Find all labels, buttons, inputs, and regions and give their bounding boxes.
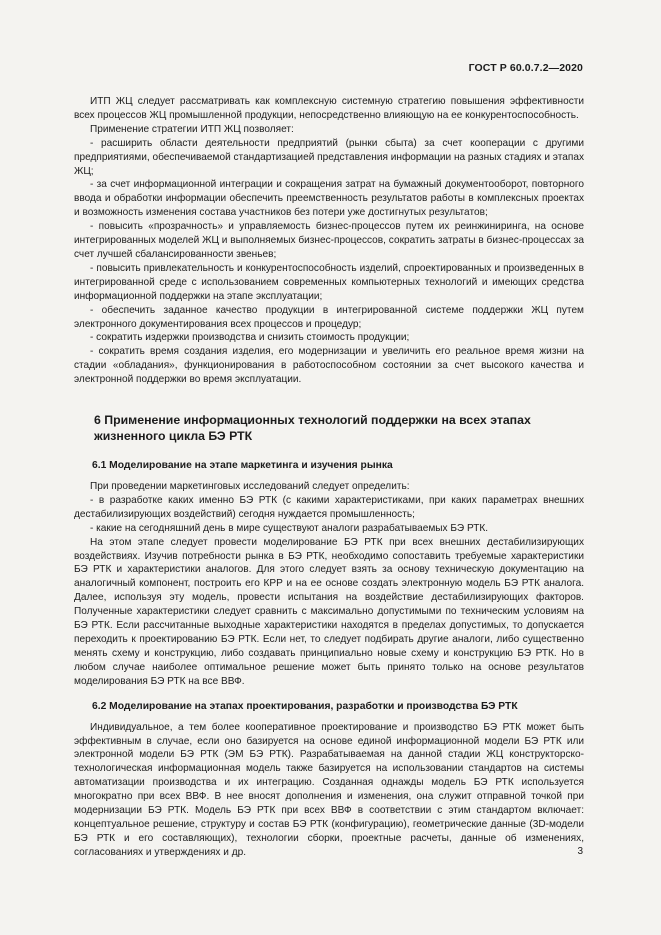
list-item: - повысить «прозрачность» и управляемость бизнес-процессов путем их реинжиниринга, на основе интегрированных моделей ЖЦ и выполняемых бизнес-процессов, сократить затраты в бизнес-процессах за счет лучшей сбалансированности звеньев; — [74, 221, 584, 260]
list-item: - за счет информационной интеграции и сокращения затрат на бумажный документооборот, повторного ввода и обработки информации обеспечить преемственность результатов работы в комплексных проектах и возможность изменения состава участников без потери уже достигнутых результатов; — [74, 179, 584, 219]
list-item: - сократить издержки производства и снизить стоимость продукции; — [90, 332, 410, 344]
list-item: - расширить области деятельности предприятий (рынки сбыта) за счет кооперации с другими предприятиями, обеспечиваемой стандартизацией представления информации на разных стадиях и этапах ЖЦ; — [74, 137, 584, 177]
page-content — [74, 95, 584, 860]
intro-block — [74, 95, 584, 387]
document-code-header: ГОСТ Р 60.0.7.2—2020 — [468, 62, 583, 74]
paragraph: Применение стратегии ИТП ЖЦ позволяет: — [90, 123, 294, 135]
paragraph: ИТП ЖЦ следует рассматривать как комплексную системную стратегию повышения эффективности всех процессов ЖЦ промышленной продукции, непосредственно влияющую на ее конкурентоспособность. — [74, 96, 584, 121]
list-item: - какие на сегодняшний день в мире существуют аналоги разрабатываемых БЭ РТК. — [90, 522, 489, 534]
list-item: - в разработке каких именно БЭ РТК (с какими характеристиками, при каких параметрах внешних дестабилизирующих воздействий) сегодня нуждается промышленность; — [74, 494, 584, 520]
section-6-1-heading: 6.1 Моделирование на этапе маркетинга и изучения рынка — [92, 460, 393, 472]
section-6-1 — [74, 459, 584, 689]
paragraph: При проведении маркетинговых исследований следует определить: — [90, 481, 410, 493]
list-item: - повысить привлекательность и конкурентоспособность изделий, спроектированных и произведенных в интегрированной среде с использованием современных компьютерных технологий и имеющих средства информационной поддержки на этапе эксплуатации; — [74, 262, 584, 302]
paragraph: На этом этапе следует провести моделирование БЭ РТК при всех внешних дестабилизирующих воздействиях. Изучив потребности рынка в БЭ РТК, необходимо сопоставить требуемые характеристики БЭ РТК и характеристики аналогов. Для этого следует взять за основу техническую документацию на аналогичный компонент, построить его КРР и на ее основе создать электронную модель БЭ РТК аналога. Далее, используя эту модель, провести испытания на воздействие дестабилизирующих факторов. Полученные характеристики следует сравнить с максимально допустимыми по техническим условиям на БЭ РТК. Если рассчитанные выходные характеристики находятся в пределах допустимых, то допускается переходить к проектированию БЭ РТК. Если нет, то следует подбирать другие аналоги, либо существенно менять схему и конструкцию, либо создавать принципиально новые схему и конструкцию БЭ РТК. Но в любом случае наиболее оптимальное решение может быть принято только на основе результатов моделирования БЭ РТК на все ВВФ. — [74, 536, 584, 687]
section-6-heading: 6 Применение информационных технологий поддержки на всех этапах жизненного цикла БЭ РТК — [94, 413, 531, 444]
list-item: - сократить время создания изделия, его модернизации и увеличить его реальное время жизни на стадии «обладания», функционирования в работоспособном состоянии за счет высокого качества и электронной поддержки во время эксплуатации. — [74, 346, 584, 386]
page-number: 3 — [577, 846, 583, 857]
list-item: - обеспечить заданное качество продукции в интегрированной системе поддержки ЖЦ путем электронного документирования всех процессов и процедур; — [74, 304, 584, 330]
paragraph: Индивидуальное, а тем более кооперативное проектирование и производство БЭ РТК может быть эффективным в случае, если оно базируется на основе единой информационной модели БЭ РТК или электронной модели БЭ РТК (ЭМ БЭ РТК). Разрабатываемая на данной стадии ЖЦ конструкторско-технологическая информационная модель также базируется на использовании стандартов на системы автоматизации производства и их интеграцию. Созданная однажды модель БЭ РТК используется многократно при всех ВВФ. В нее вносят дополнения и изменения, она служит отправной точкой при модернизации БЭ РТК. Модель БЭ РТК при всех ВВФ в соответствии с этим стандартом включает: концептуальное решение, структуру и состав БЭ РТК (конфигурацию), геометрические данные (3D-модели БЭ РТК и его составляющих), технологии сборки, проектные расчеты, данные об изменениях, согласованиях и утверждениях и др. — [74, 721, 584, 858]
section-6-2 — [74, 700, 584, 860]
section-6-2-heading: 6.2 Моделирование на этапах проектирования, разработки и производства БЭ РТК — [92, 700, 518, 712]
